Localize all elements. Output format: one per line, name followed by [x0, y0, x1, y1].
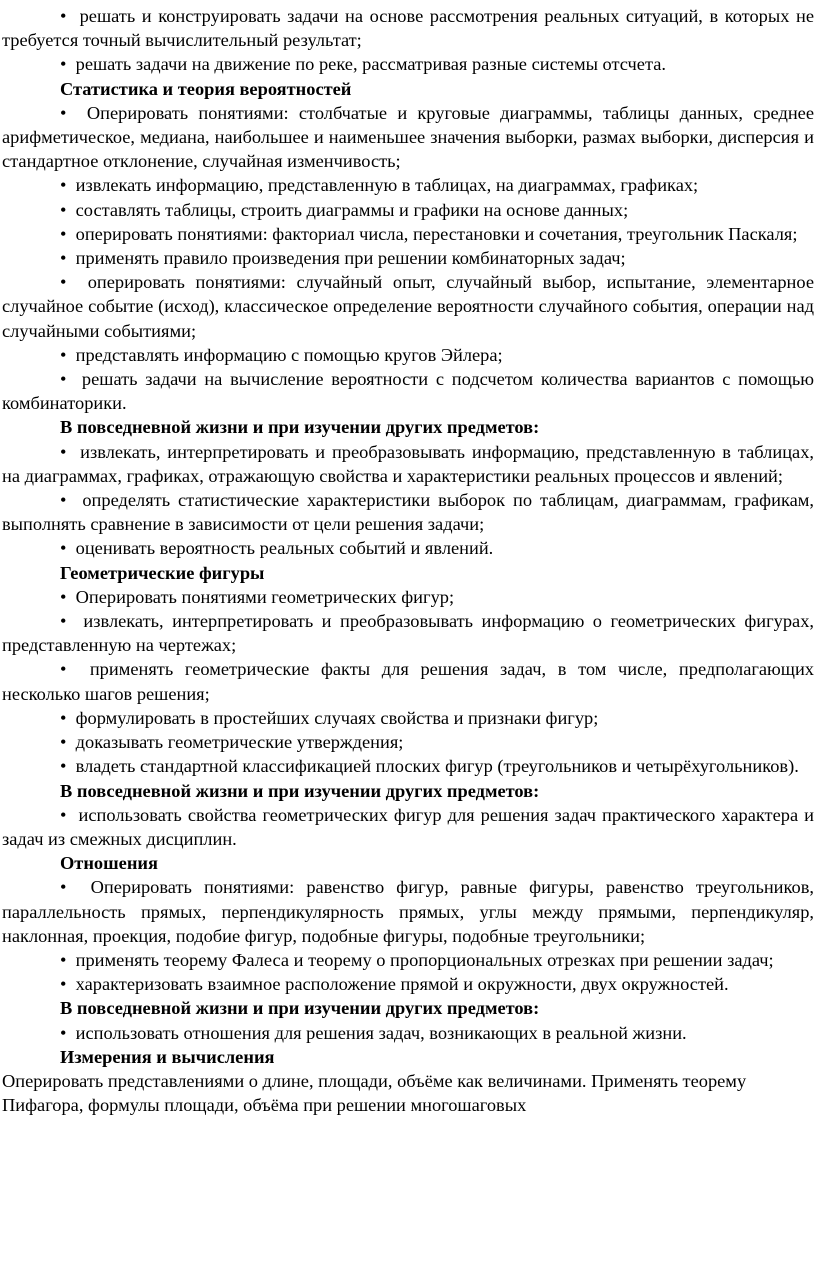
section-heading: Статистика и теория вероятностей: [60, 78, 352, 99]
section-heading: В повседневной жизни и при изучении других предметов:: [60, 998, 540, 1019]
list-item: • использовать свойства геометрических фигур для решения задач практического характера и задач из смежных дисциплин.: [2, 803, 814, 851]
section-heading: В повседневной жизни и при изучении других предметов:: [60, 780, 540, 801]
list-item: • оперировать понятиями: факториал числа, перестановки и сочетания, треугольник Паскаля;: [2, 222, 814, 246]
list-item: • извлекать, интерпретировать и преобразовывать информацию о геометрических фигурах, представленную на чертежах;: [2, 609, 814, 657]
list-item: • оперировать понятиями: случайный опыт, случайный выбор, испытание, элементарное случайное событие (исход), классическое определение вероятности случайного события, операции над случайными событиями;: [2, 270, 814, 343]
section-heading: В повседневной жизни и при изучении других предметов:: [60, 417, 540, 438]
list-item: • решать задачи на вычисление вероятности с подсчетом количества вариантов с помощью комбинаторики.: [2, 367, 814, 415]
list-item: • Оперировать понятиями геометрических фигур;: [2, 585, 814, 609]
section-heading: Измерения и вычисления: [60, 1046, 275, 1067]
list-item: • формулировать в простейших случаях свойства и признаки фигур;: [2, 706, 814, 730]
list-item: • извлекать информацию, представленную в таблицах, на диаграммах, графиках;: [2, 173, 814, 197]
list-item: • применять теорему Фалеса и теорему о пропорциональных отрезках при решении задач;: [2, 948, 814, 972]
section-heading: Геометрические фигуры: [60, 562, 265, 583]
list-item: • Оперировать понятиями: столбчатые и круговые диаграммы, таблицы данных, среднее арифметическое, медиана, наибольшее и наименьшее значения выборки, размах выборки, дисперсия и стандартное отклонение, случайная изменчивость;: [2, 101, 814, 174]
list-item: • доказывать геометрические утверждения;: [2, 730, 814, 754]
list-item: • характеризовать взаимное расположение прямой и окружности, двух окружностей.: [2, 972, 814, 996]
list-item: • применять геометрические факты для решения задач, в том числе, предполагающих несколько шагов решения;: [2, 657, 814, 705]
list-item: • использовать отношения для решения задач, возникающих в реальной жизни.: [2, 1021, 814, 1045]
list-item: • составлять таблицы, строить диаграммы и графики на основе данных;: [2, 198, 814, 222]
list-item: • извлекать, интерпретировать и преобразовывать информацию, представленную в таблицах, на диаграммах, графиках, отражающую свойства и характеристики реальных процессов и явлений;: [2, 440, 814, 488]
section-heading: Отношения: [60, 853, 158, 874]
body-paragraph: Оперировать представлениями о длине, площади, объёме как величинами. Применять теорему Пифагора, формулы площади, объёма при решении многошаговых: [2, 1070, 747, 1116]
list-item: • владеть стандартной классификацией плоских фигур (треугольников и четырёхугольников).: [2, 754, 814, 778]
list-item: • оценивать вероятность реальных событий и явлений.: [2, 536, 814, 560]
list-item: • представлять информацию с помощью кругов Эйлера;: [2, 343, 814, 367]
list-item: • решать и конструировать задачи на основе рассмотрения реальных ситуаций, в которых не требуется точный вычислительный результат;: [2, 4, 814, 52]
list-item: • определять статистические характеристики выборок по таблицам, диаграммам, графикам, выполнять сравнение в зависимости от цели решения задачи;: [2, 488, 814, 536]
list-item: • применять правило произведения при решении комбинаторных задач;: [2, 246, 814, 270]
list-item: • Оперировать понятиями: равенство фигур, равные фигуры, равенство треугольников, параллельность прямых, перпендикулярность прямых, углы между прямыми, перпендикуляр, наклонная, проекция, подобие фигур, подобные фигуры, подобные треугольники;: [2, 875, 814, 948]
list-item: • решать задачи на движение по реке, рассматривая разные системы отсчета.: [2, 52, 814, 76]
